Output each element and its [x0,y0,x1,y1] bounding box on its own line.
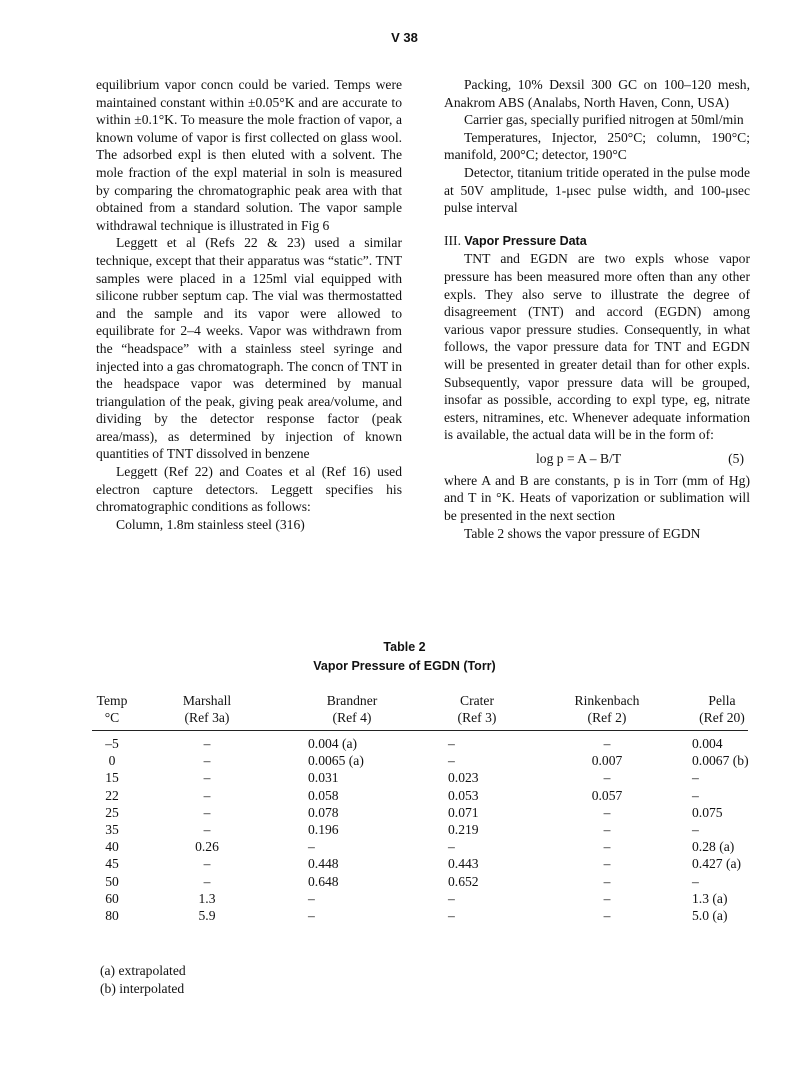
table-cell: 5.9 [198,907,216,923]
table-row [92,769,748,786]
table-row [92,890,748,907]
table-cell: 15 [105,770,119,786]
table-cell: – [603,907,611,923]
table-cell: 22 [105,787,119,803]
table-cell: – [203,821,211,837]
table-cell: 0.196 [308,821,339,837]
section-number: III. [444,232,461,248]
table-number: Table 2 [383,640,426,654]
table-cell: – [603,770,611,786]
table-row [92,838,748,855]
table-row [92,855,748,872]
table-cell: 0.058 [308,787,339,803]
table-cell: – [448,907,455,923]
table-row [92,907,748,924]
vapor-pressure-table [92,692,748,924]
equation-body: log p = A – B/T [536,450,622,466]
table-cell: – [203,804,211,820]
table-cell: – [603,839,611,855]
table-cell: – [203,753,211,769]
table-cell: 0.26 [195,839,219,855]
equation [444,448,750,470]
table-cell: 0.219 [448,821,479,837]
table-cell: 0.075 [692,804,723,820]
table-cell: – [603,873,611,889]
condition-line: Temperatures, Injector, 250°C; column, 190°C; manifold, 200°C; detector, 190°C [444,129,750,163]
table-cell: – [308,907,315,923]
table-cell: – [308,890,315,906]
table-cell: 80 [105,907,119,923]
table-cell: – [692,873,699,889]
table-cell: 0.0067 (b) [692,753,749,769]
column-header: Brandner (Ref 4) [326,693,378,725]
table-cell: – [692,787,699,803]
table-row [92,804,748,821]
table-row [92,752,748,769]
table-cell: 0.652 [448,873,479,889]
table-cell: – [692,770,699,786]
table-cell: 35 [105,821,119,837]
column-header: Crater (Ref 3) [457,693,497,725]
table-rule [92,730,748,731]
table-cell: – [603,804,611,820]
table-cell: – [203,770,211,786]
table-title: Vapor Pressure of EGDN (Torr) [313,659,496,673]
paragraph: Column, 1.8m stainless steel (316) [116,516,305,532]
table-row [92,821,748,838]
table-cell: 0 [108,753,116,769]
table-cell: – [203,787,211,803]
column-header: Marshall (Ref 3a) [182,693,232,725]
table-cell: 0.023 [448,770,479,786]
table-cell: 0.004 (a) [308,736,358,751]
table-cell: 0.031 [308,770,339,786]
paragraph: Leggett (Ref 22) and Coates et al (Ref 16) used electron capture detectors. Leggett specifies his chromatographic conditions as follows: [96,464,402,515]
table-row [92,873,748,890]
paragraph: equilibrium vapor concn could be varied. Temps were maintained constant within ±0.05°K and are accurate to within ±0.1°K. To measure the mole fraction of vapor, a known volume of vapor is first collected on glass wool. The adsorbed expl is then eluted with a solvent. The mole fraction of the expl material in soln is measured by comparing the chromatographic peak area with that obtained from a standard solution. The vapor sample withdrawal technique is illustrated in Fig 6 [96,77,402,233]
table-cell: 1.3 [198,890,216,906]
table-cell: – [448,839,455,855]
table-cell: – [308,839,315,855]
table-cell: 0.071 [448,804,479,820]
table-header [92,692,748,730]
table-row [92,735,748,752]
table-cell: – [448,753,455,769]
table-note: (a) extrapolated [100,963,186,978]
table-cell: 0.053 [448,787,479,803]
table-row [92,787,748,804]
table-cell: 0.648 [308,873,339,889]
table-cell: 1.3 (a) [692,890,728,906]
table-cell: – [448,736,455,751]
paragraph: where A and B are constants, p is in Torr (mm of Hg) and T in °K. Heats of vaporization or sublimation will be presented in the next section [444,472,750,524]
table-cell: 0.427 (a) [692,856,742,872]
condition-line: Carrier gas, specially purified nitrogen at 50ml/min [464,112,744,128]
table-cell: – [603,856,611,872]
table-cell: 25 [105,804,119,820]
table-cell: 60 [105,890,119,906]
condition-line: Detector, titanium tritide operated in the pulse mode at 50V amplitude, 1-μsec pulse width, and 100-μsec pulse interval [444,164,750,216]
table-cell: – [692,821,699,837]
page-header: V 38 [391,30,418,45]
table-cell: 0.057 [591,787,623,803]
table-cell: – [203,873,211,889]
table-cell: – [203,856,211,872]
section-heading [444,232,750,251]
table-cell: 0.443 [448,856,479,872]
table-cell: 0.0065 (a) [308,753,364,769]
table-cell: 5.0 (a) [692,907,728,923]
equation-number: (5) [728,450,744,466]
section-paragraph: TNT and EGDN are two expls whose vapor pressure has been measured more often than any other expls. They also serve to illustrate the degree of disagreement (TNT) and accord (EGDN) among various vapor pressure studies. Consequently, in what follows, the vapor pressure data for TNT and EGDN will be presented in greater detail than for other expls. Subsequently, vapor pressure data will be grouped, insofar as possible, according to expl type, eg, nitrate esters, nitramines, etc. Whenever adequate information is available, the actual data will be in the form of: [444,251,750,443]
table-note: (b) interpolated [100,981,185,996]
table-cell: 0.078 [308,804,339,820]
table-cell: – [603,821,611,837]
column-header: Rinkenbach (Ref 2) [574,693,640,725]
table-cell: 0.448 [308,856,339,872]
table-notes [100,962,186,998]
table-cell: 0.007 [591,753,623,769]
section-title: Vapor Pressure Data [464,233,587,248]
table-cell: 0.004 [692,736,723,751]
table-body [92,735,748,924]
table-cell: 40 [105,839,119,855]
table-cell: – [603,890,611,906]
table-cell: 45 [105,856,119,872]
column-header: Temp °C [96,693,128,725]
condition-line: Packing, 10% Dexsil 300 GC on 100–120 mesh, Anakrom ABS (Analabs, North Haven, Conn, USA) [444,77,750,110]
paragraph: Leggett et al (Refs 22 & 23) used a similar technique, except that their apparatus was “static”. TNT samples were placed in a 125ml vial equipped with silicone rubber septum cap. The vial was thermostatted and the sample and its vapor were allowed to equilibrate for 2–4 weeks. Vapor was withdrawn from the “headspace” with a stainless steel syringe and injected into a gas chromatograph. The concn of TNT in the headspace vapor was determined by manual triangulation of the peak, giving peak area/volume, and dividing by the detector response factor (peak area/mass), as determined by injection of known quantities of TNT dissolved in benzene [96,235,402,462]
table-cell: 50 [105,873,119,889]
table-cell: – [448,890,455,906]
right-column [444,76,750,542]
column-header: Pella (Ref 20) [699,693,745,725]
table-cell: – [603,736,611,751]
table-caption [0,638,809,676]
table-cell: –5 [105,736,119,751]
table-cell: – [203,736,211,751]
left-column [96,76,402,533]
paragraph: Table 2 shows the vapor pressure of EGDN [464,525,701,541]
table-cell: 0.28 (a) [692,839,735,855]
